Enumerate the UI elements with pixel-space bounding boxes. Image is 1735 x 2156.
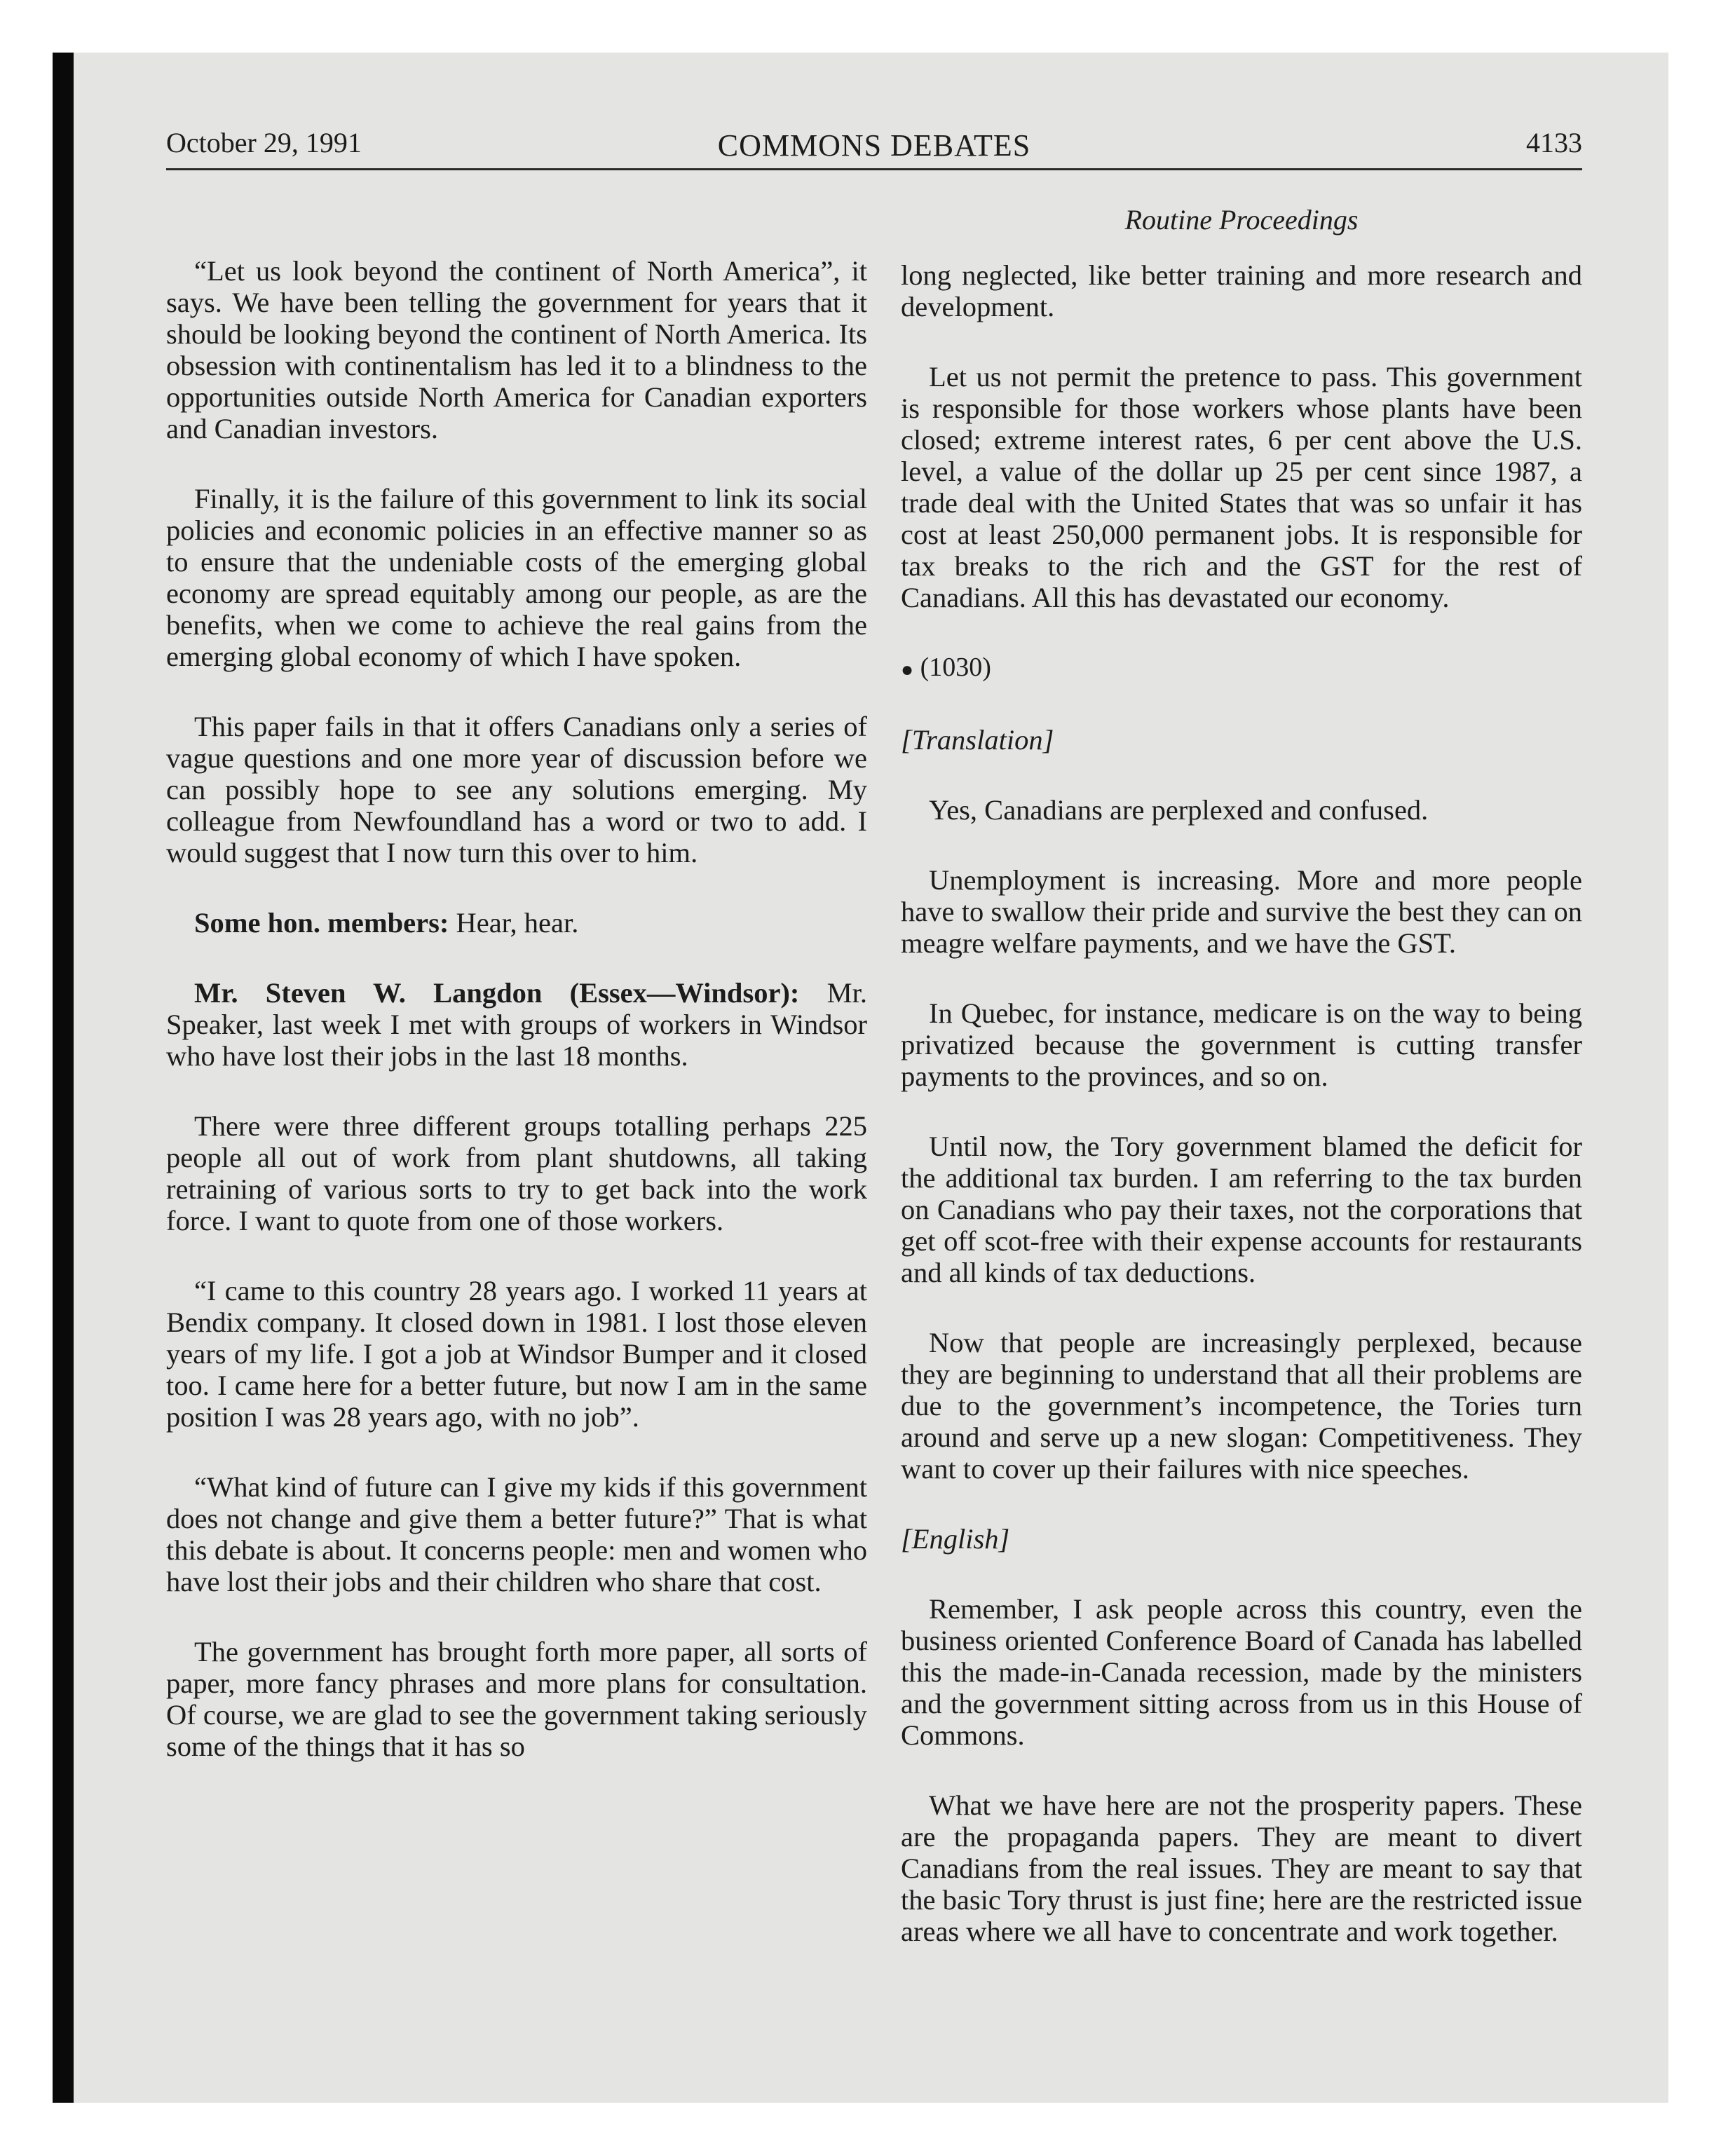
paragraph: “Let us look beyond the continent of North America”, it says. We have been telling the government for years that it should be looking beyond the continent of North America. Its obsession with continentalism has led it to a blindness to the opportunities outside North America for Canadian exporters and Canadian investors. — [166, 255, 867, 444]
english-tag: [English] — [901, 1522, 1010, 1555]
header-title: COMMONS DEBATES — [717, 128, 1031, 163]
section-label: Routine Proceedings — [1124, 204, 1359, 236]
right-column — [901, 259, 1582, 1986]
time-marker-text: (1030) — [920, 653, 991, 682]
header-rule — [166, 168, 1582, 170]
speaker-name: Some hon. members: — [194, 907, 449, 939]
speech-text: Mr. Speaker, last week I met with groups of workers in Windsor who have lost their jobs in the last 18 months. — [166, 977, 868, 1072]
paragraph: This paper fails in that it offers Canadians only a series of vague questions and one more year of discussion before we can possibly hope to see any solutions emerging. My colleague from Newfoundland has a word or two to add. I would suggest that I now turn this over to him. — [166, 711, 867, 868]
speech-text: Hear, hear. — [449, 907, 579, 939]
paragraph: Remember, I ask people across this country, even the business oriented Conference Board of Canada has labelled this the made-in-Canada recession, made by the ministers and the government sitting across from us in this House of Commons. — [901, 1592, 1582, 1751]
paragraph: Now that people are increasingly perplexed, because they are beginning to understand that all their problems are due to the government’s incompetence, the Tories turn around and serve up a new slogan: Competitiveness. They want to cover up their failures with nice speeches. — [901, 1326, 1582, 1485]
page-number: 4133 — [1526, 127, 1582, 158]
translation-tag: [Translation] — [901, 723, 1054, 756]
speaker-paragraph — [166, 977, 867, 1072]
left-column — [166, 255, 867, 1801]
quote-paragraph: “What kind of future can I give my kids if this government does not change and give them a better future?” That is what this debate is about. It concerns people: men and women who have lost their jobs and their children who share that cost. — [166, 1471, 867, 1597]
paragraph: Unemployment is increasing. More and more people have to swallow their pride and survive the best they can on meagre welfare payments, and we have the GST. — [901, 864, 1582, 959]
binding-edge — [53, 53, 74, 2103]
paragraph: Yes, Canadians are perplexed and confused. — [929, 793, 1429, 826]
paragraph: long neglected, like better training and more research and development. — [901, 259, 1582, 322]
paragraph: Until now, the Tory government blamed the deficit for the additional tax burden. I am referring to the tax burden on Canadians who pay their taxes, not the corporations that get off scot-free with their expense accounts for restaurants and all kinds of tax deductions. — [901, 1130, 1582, 1288]
paragraph: What we have here are not the prosperity papers. These are the propaganda papers. They are meant to divert Canadians from the real issues. They are meant to say that the basic Tory thrust is just fine; here are the restricted issue areas where we all have to concentrate and work together. — [901, 1789, 1582, 1947]
paragraph: Finally, it is the failure of this government to link its social policies and economic policies in an effective manner so as to ensure that the undeniable costs of the emerging global economy are spread equitably among our people, as are the benefits, when we come to achieve the real gains from the emerging global economy of which I have spoken. — [166, 483, 867, 672]
paragraph: Let us not permit the pretence to pass. This government is responsible for those workers whose plants have been closed; extreme interest rates, 6 per cent above the U.S. level, a value of the dollar up 25 per cent since 1987, a trade deal with the United States that was so unfair it has cost at least 250,000 permanent jobs. It is responsible for tax breaks to the rich and the GST for the rest of Canadians. All this has devastated our economy. — [901, 361, 1582, 613]
page-header — [166, 119, 1582, 168]
paragraph: There were three different groups totalling perhaps 225 people all out of work from plant shutdowns, all taking retraining of various sorts to try to get back into the work force. I want to quote from one of those workers. — [166, 1110, 867, 1236]
header-date: October 29, 1991 — [166, 127, 362, 158]
speaker-paragraph — [166, 907, 867, 939]
paragraph: In Quebec, for instance, medicare is on the way to being privatized because the government is cutting transfer payments to the provinces, and so on. — [901, 997, 1582, 1092]
quote-paragraph: “I came to this country 28 years ago. I worked 11 years at Bendix company. It closed down in 1981. I lost those eleven years of my life. I got a job at Windsor Bumper and it closed too. I came here for a better future, but now I am in the same position I was 28 years ago, with no job”. — [166, 1275, 867, 1433]
paragraph: The government has brought forth more paper, all sorts of paper, more fancy phrases and more plans for consultation. Of course, we are glad to see the government taking seriously some of the things that it has so — [166, 1636, 867, 1762]
speaker-name: Mr. Steven W. Langdon (Essex—Windsor): — [194, 977, 800, 1009]
bullet-icon: ● — [901, 657, 914, 681]
time-marker — [901, 652, 1582, 685]
